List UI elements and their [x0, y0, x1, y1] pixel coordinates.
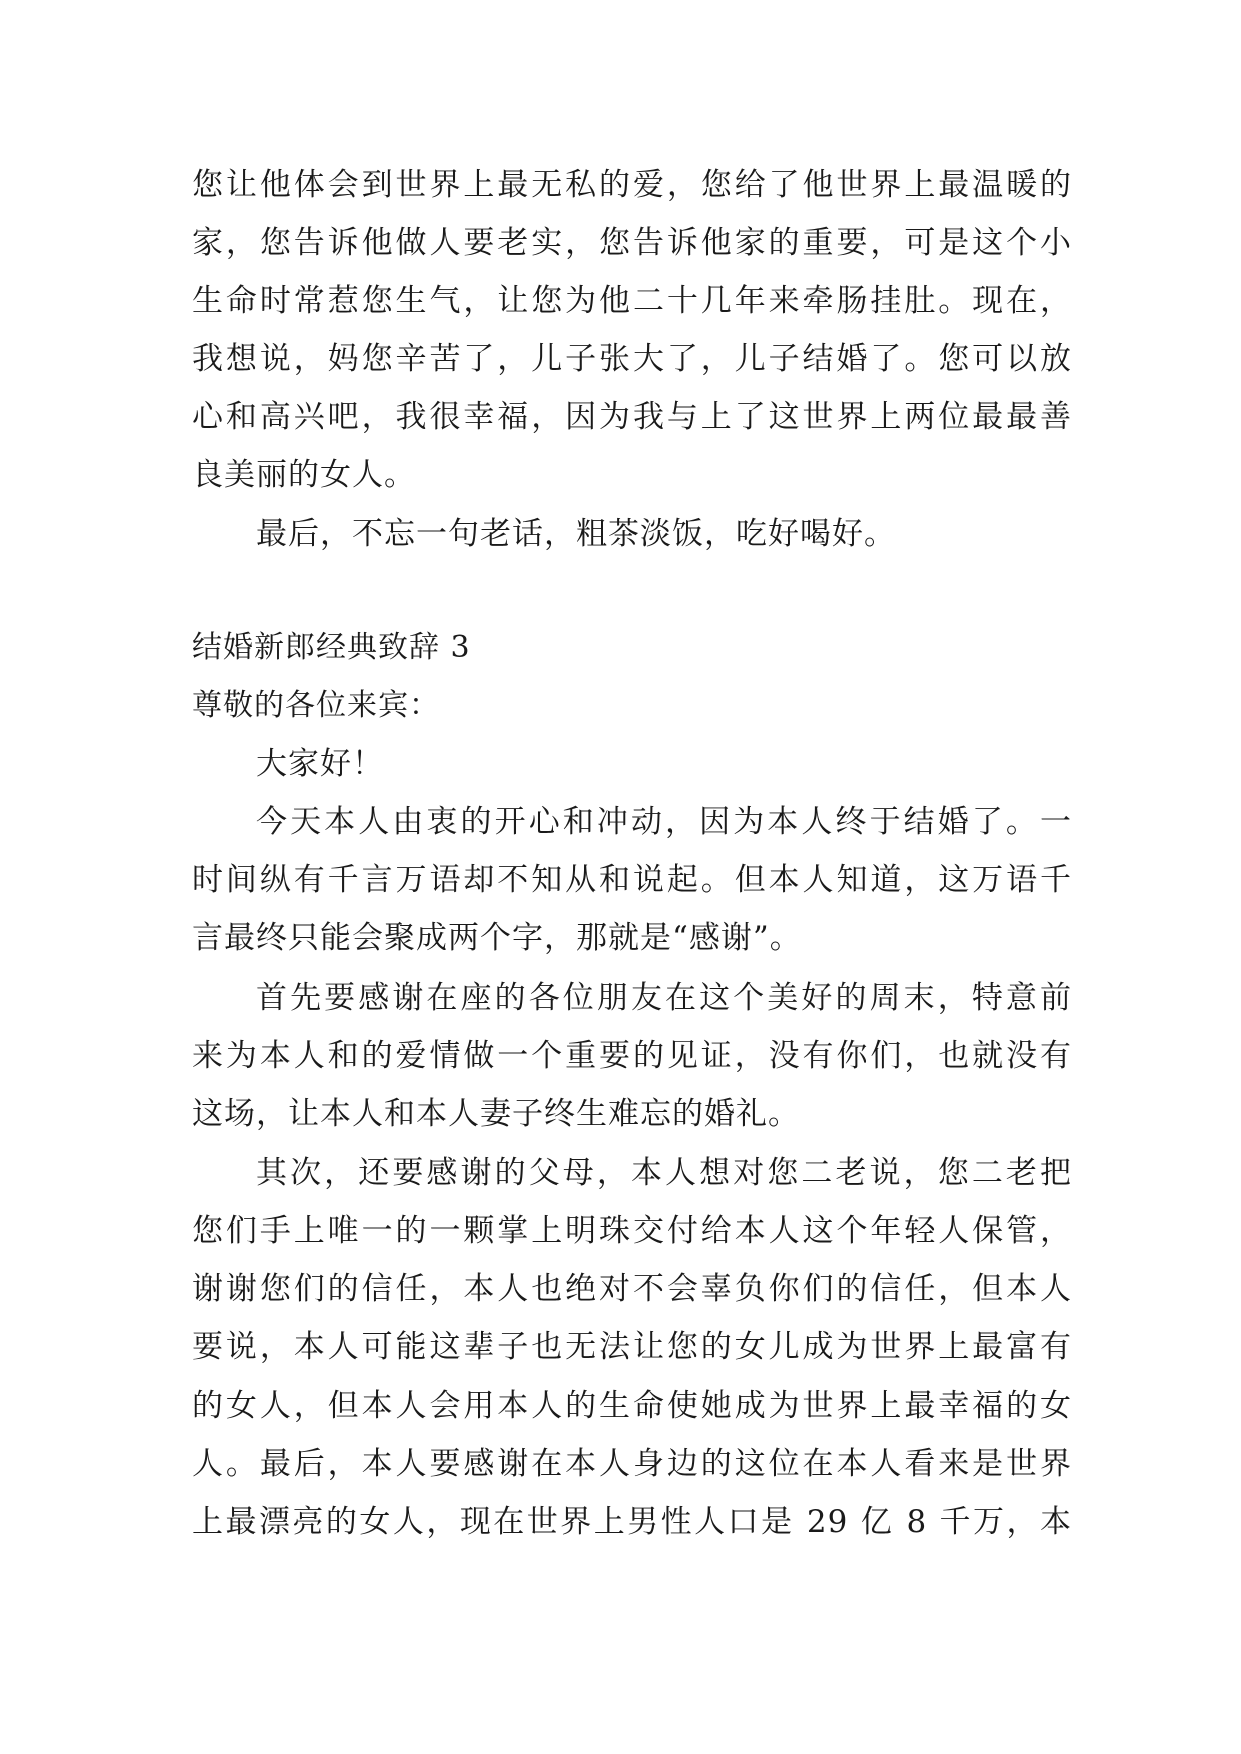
paragraph-3-line-3: 这场，让本人和本人妻子终生难忘的婚礼。 — [192, 1096, 800, 1132]
paragraph-4-line-4: 要说，本人可能这辈子也无法让您的女儿成为世界上最富有 — [192, 1329, 1072, 1365]
paragraph-1-line-4: 我想说，妈您辛苦了，儿子张大了，儿子结婚了。您可以放 — [192, 341, 1072, 377]
section-title: 结婚新郎经典致辞 3 — [192, 630, 471, 665]
paragraph-2-line-2: 时间纵有千言万语却不知从和说起。但本人知道，这万语千 — [192, 862, 1072, 898]
paragraph-4-line-6: 人。最后，本人要感谢在本人身边的这位在本人看来是世界 — [192, 1446, 1072, 1482]
paragraph-4-line-5: 的女人，但本人会用本人的生命使她成为世界上最幸福的女 — [192, 1388, 1072, 1424]
paragraph-3-line-1: 首先要感谢在座的各位朋友在这个美好的周末，特意前 — [256, 980, 1072, 1016]
paragraph-1-line-6: 良美丽的女人。 — [192, 457, 416, 493]
salutation: 尊敬的各位来宾： — [192, 688, 440, 723]
paragraph-1-line-5: 心和高兴吧，我很幸福，因为我与上了这世界上两位最最善 — [192, 399, 1072, 435]
paragraph-4-line-3: 谢谢您们的信任，本人也绝对不会辜负你们的信任，但本人 — [192, 1271, 1072, 1307]
paragraph-4-line-2: 您们手上唯一的一颗掌上明珠交付给本人这个年轻人保管， — [192, 1213, 1072, 1249]
greeting: 大家好！ — [256, 746, 384, 782]
paragraph-3-line-2: 来为本人和的爱情做一个重要的见证，没有你们，也就没有 — [192, 1038, 1072, 1074]
paragraph-1-line-2: 家，您告诉他做人要老实，您告诉他家的重要，可是这个小 — [192, 225, 1072, 261]
closing-line: 最后，不忘一句老话，粗茶淡饭，吃好喝好。 — [256, 516, 896, 552]
paragraph-2-line-3: 言最终只能会聚成两个字，那就是“感谢”。 — [192, 920, 802, 956]
paragraph-1-line-3: 生命时常惹您生气，让您为他二十几年来牵肠挂肚。现在， — [192, 283, 1072, 319]
paragraph-2-line-1: 今天本人由衷的开心和冲动，因为本人终于结婚了。一 — [256, 804, 1072, 840]
paragraph-4-line-7: 上最漂亮的女人，现在世界上男性人口是 29 亿 8 千万，本 — [192, 1504, 1072, 1540]
paragraph-1-line-1: 您让他体会到世界上最无私的爱，您给了他世界上最温暖的 — [192, 167, 1072, 203]
paragraph-4-line-1: 其次，还要感谢的父母，本人想对您二老说，您二老把 — [256, 1155, 1072, 1191]
